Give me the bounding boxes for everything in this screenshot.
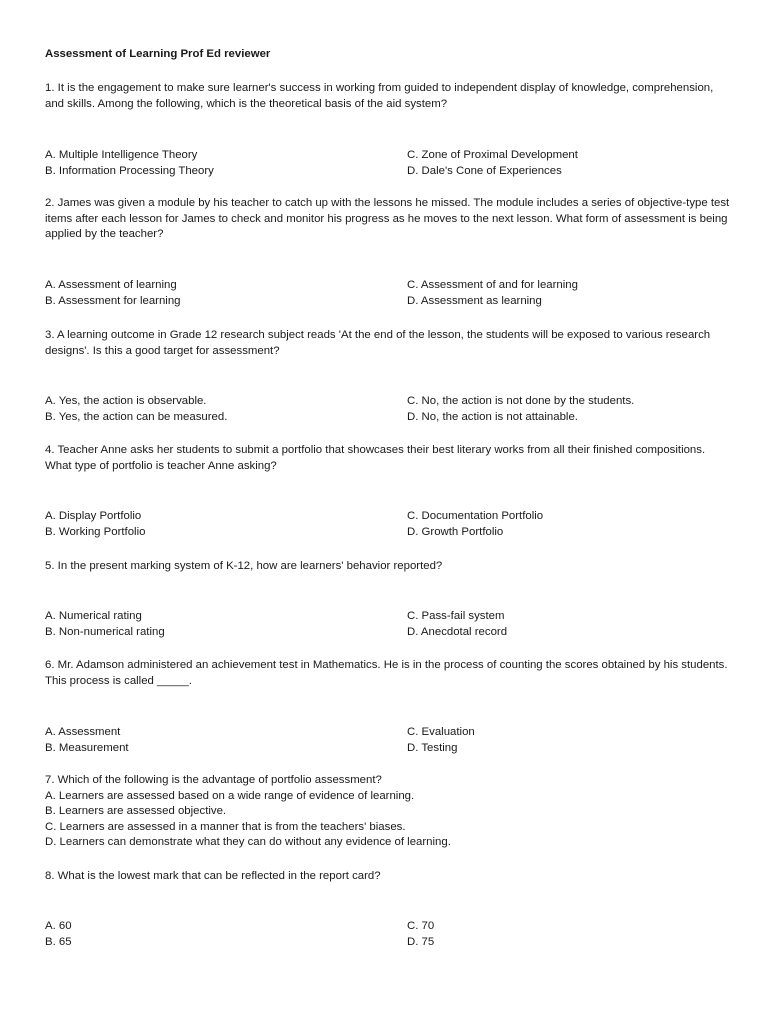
option-a: A. Yes, the action is observable. (45, 395, 207, 407)
question-5-text (45, 559, 725, 575)
option-d: D. Learners can demonstrate what they can do without any evidence of learning. (45, 836, 451, 849)
option-b: B. Measurement (45, 741, 129, 754)
question-line: This process is called _____. (45, 674, 192, 687)
option-a: A. Multiple Intelligence Theory (45, 149, 198, 161)
question-3-text (45, 328, 725, 359)
document-title: Assessment of Learning Prof Ed reviewer (45, 48, 271, 60)
option-c: C. Zone of Proximal Development (407, 149, 578, 161)
question-line: 6. Mr. Adamson administered an achievement test in Mathematics. He is in the process of counting the scores obtained by his students. (45, 659, 728, 671)
option-a: A. Assessment (45, 726, 121, 738)
question-line: 4. Teacher Anne asks her students to submit a portfolio that showcases their best literary works from all their finished compositions. (45, 444, 706, 456)
question-line: applied by the teacher? (45, 228, 164, 241)
option-d: D. Assessment as learning (407, 294, 542, 307)
option-d: D. Anecdotal record (407, 625, 508, 638)
option-b: B. Assessment for learning (45, 294, 181, 307)
option-d: D. 75 (407, 935, 435, 948)
option-d: D. No, the action is not attainable. (407, 410, 578, 423)
question-8-text (45, 869, 725, 885)
question-4-options (45, 509, 725, 540)
question-line: 7. Which of the following is the advantage of portfolio assessment? (45, 774, 382, 786)
question-line: What type of portfolio is teacher Anne asking? (45, 459, 277, 472)
option-b: B. 65 (45, 935, 72, 948)
question-2-options (45, 278, 725, 309)
question-3-options (45, 394, 725, 425)
question-8-options (45, 919, 725, 950)
option-b: B. Yes, the action can be measured. (45, 410, 228, 423)
option-d: D. Testing (407, 741, 458, 754)
option-b: B. Information Processing Theory (45, 164, 214, 177)
option-a: A. Display Portfolio (45, 510, 142, 522)
option-d: D. Growth Portfolio (407, 525, 504, 538)
question-1-options (45, 148, 725, 179)
option-c: C. Assessment of and for learning (407, 279, 578, 291)
question-1-text (45, 81, 725, 112)
option-a: A. Numerical rating (45, 610, 142, 622)
option-c: C. No, the action is not done by the students. (407, 395, 635, 407)
question-7-text (45, 773, 725, 851)
option-b: B. Learners are assessed objective. (45, 805, 227, 818)
question-6-text (45, 658, 728, 689)
question-line: 3. A learning outcome in Grade 12 research subject reads 'At the end of the lesson, the students will be exposed to various research (45, 329, 711, 341)
question-line: items after each lesson for James to check and monitor his progress as he moves to the next lesson. What form of assessment is being (45, 212, 728, 225)
option-c: C. Evaluation (407, 726, 475, 738)
option-a: A. Assessment of learning (45, 279, 177, 291)
question-line: 1. It is the engagement to make sure learner's success in working from guided to independent display of knowledge, comprehension, (45, 82, 714, 94)
option-a: A. 60 (45, 920, 72, 932)
option-a: A. Learners are assessed based on a wide range of evidence of learning. (45, 789, 415, 802)
question-line: 8. What is the lowest mark that can be reflected in the report card? (45, 870, 381, 882)
option-d: D. Dale's Cone of Experiences (407, 164, 562, 177)
option-b: B. Working Portfolio (45, 525, 146, 538)
question-2-text (45, 196, 730, 243)
option-c: C. Pass-fail system (407, 610, 505, 622)
question-line: designs'. Is this a good target for assessment? (45, 344, 280, 357)
question-line: and skills. Among the following, which is the theoretical basis of the aid system? (45, 97, 448, 110)
question-4-text (45, 443, 725, 474)
option-c: C. Learners are assessed in a manner that is from the teachers' biases. (45, 820, 406, 833)
question-5-options (45, 609, 725, 640)
option-b: B. Non-numerical rating (45, 625, 165, 638)
option-c: C. 70 (407, 920, 435, 932)
question-line: 2. James was given a module by his teacher to catch up with the lessons he missed. The module includes a series of objective-type test (45, 197, 730, 209)
option-c: C. Documentation Portfolio (407, 510, 544, 522)
question-line: 5. In the present marking system of K-12, how are learners' behavior reported? (45, 560, 443, 572)
question-6-options (45, 725, 725, 756)
